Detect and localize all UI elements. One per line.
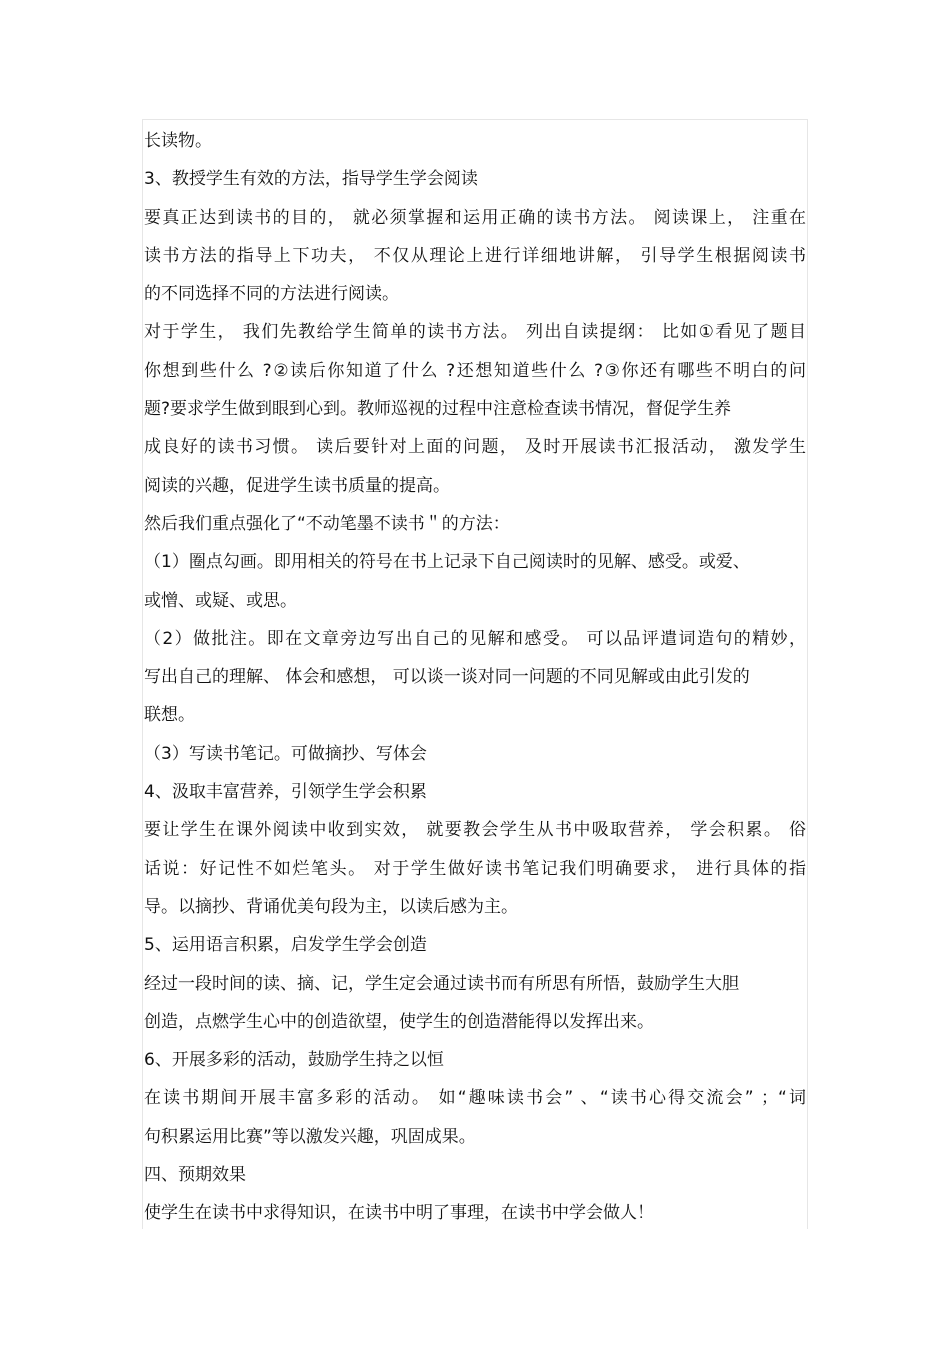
text-line: 对于学生， 我们先教给学生简单的读书方法。 列出自读提纲： 比如①看见了题目 — [144, 322, 806, 343]
text-line: 使学生在读书中求得知识，在读书中明了事理，在读书中学会做人！ — [144, 1203, 654, 1224]
text-line: 句积累运用比赛”等以激发兴趣，巩固成果。 — [144, 1126, 476, 1147]
section-heading: 3、教授学生有效的方法，指导学生学会阅读 — [144, 169, 478, 190]
list-item: （2）做批注。即在文章旁边写出自己的见解和感受。 可以品评遣词造句的精妙， — [144, 628, 806, 649]
section-heading: 四、预期效果 — [144, 1165, 246, 1186]
text-line: 话说：好记性不如烂笔头。 对于学生做好读书笔记我们明确要求， 进行具体的指 — [144, 858, 806, 879]
text-line: 成良好的读书习惯。 读后要针对上面的问题， 及时开展读书汇报活动， 激发学生 — [144, 437, 806, 458]
text-line: 联想。 — [144, 705, 195, 726]
section-heading: 5、运用语言积累，启发学生学会创造 — [144, 935, 427, 956]
section-heading: 6、开展多彩的活动，鼓励学生持之以恒 — [144, 1050, 444, 1071]
text-line: 阅读的兴趣，促进学生读书质量的提高。 — [144, 475, 450, 496]
text-line: 写出自己的理解、 体会和感想， 可以谈一谈对同一问题的不同见解或由此引发的 — [144, 667, 750, 688]
text-line: 然后我们重点强化了“不动笔墨不读书＂的方法： — [144, 513, 510, 534]
text-line: 的不同选择不同的方法进行阅读。 — [144, 284, 399, 305]
text-line: 读书方法的指导上下功夫， 不仅从理论上进行详细地讲解， 引导学生根据阅读书 — [144, 245, 806, 266]
document-body — [144, 122, 806, 1233]
text-line: 长读物。 — [144, 131, 212, 151]
text-line: 或憎、或疑、或思。 — [144, 590, 297, 611]
section-heading: 4、汲取丰富营养，引领学生学会积累 — [144, 782, 427, 803]
list-item: （1）圈点勾画。即用相关的符号在书上记录下自己阅读时的见解、感受。或爱、 — [144, 552, 750, 573]
text-line: 题?要求学生做到眼到心到。教师巡视的过程中注意检查读书情况，督促学生养 — [144, 399, 732, 420]
text-line: 要让学生在课外阅读中收到实效， 就要教会学生从书中吸取营养， 学会积累。 俗 — [144, 820, 806, 841]
text-line: 经过一段时间的读、摘、记，学生定会通过读书而有所思有所悟，鼓励学生大胆 — [144, 973, 739, 994]
text-line: 你想到些什么 ?②读后你知道了什么 ?还想知道些什么 ?③你还有哪些不明白的问 — [144, 360, 806, 381]
text-line: 要真正达到读书的目的， 就必须掌握和运用正确的读书方法。 阅读课上， 注重在 — [144, 207, 806, 228]
text-line: 导。以摘抄、背诵优美句段为主，以读后感为主。 — [144, 896, 518, 917]
text-line: 创造，点燃学生心中的创造欲望，使学生的创造潜能得以发挥出来。 — [144, 1011, 654, 1032]
list-item: （3）写读书笔记。可做摘抄、写体会 — [144, 743, 427, 764]
text-line: 在读书期间开展丰富多彩的活动。 如“趣味读书会” 、“读书心得交流会” ；“词 — [144, 1088, 806, 1109]
